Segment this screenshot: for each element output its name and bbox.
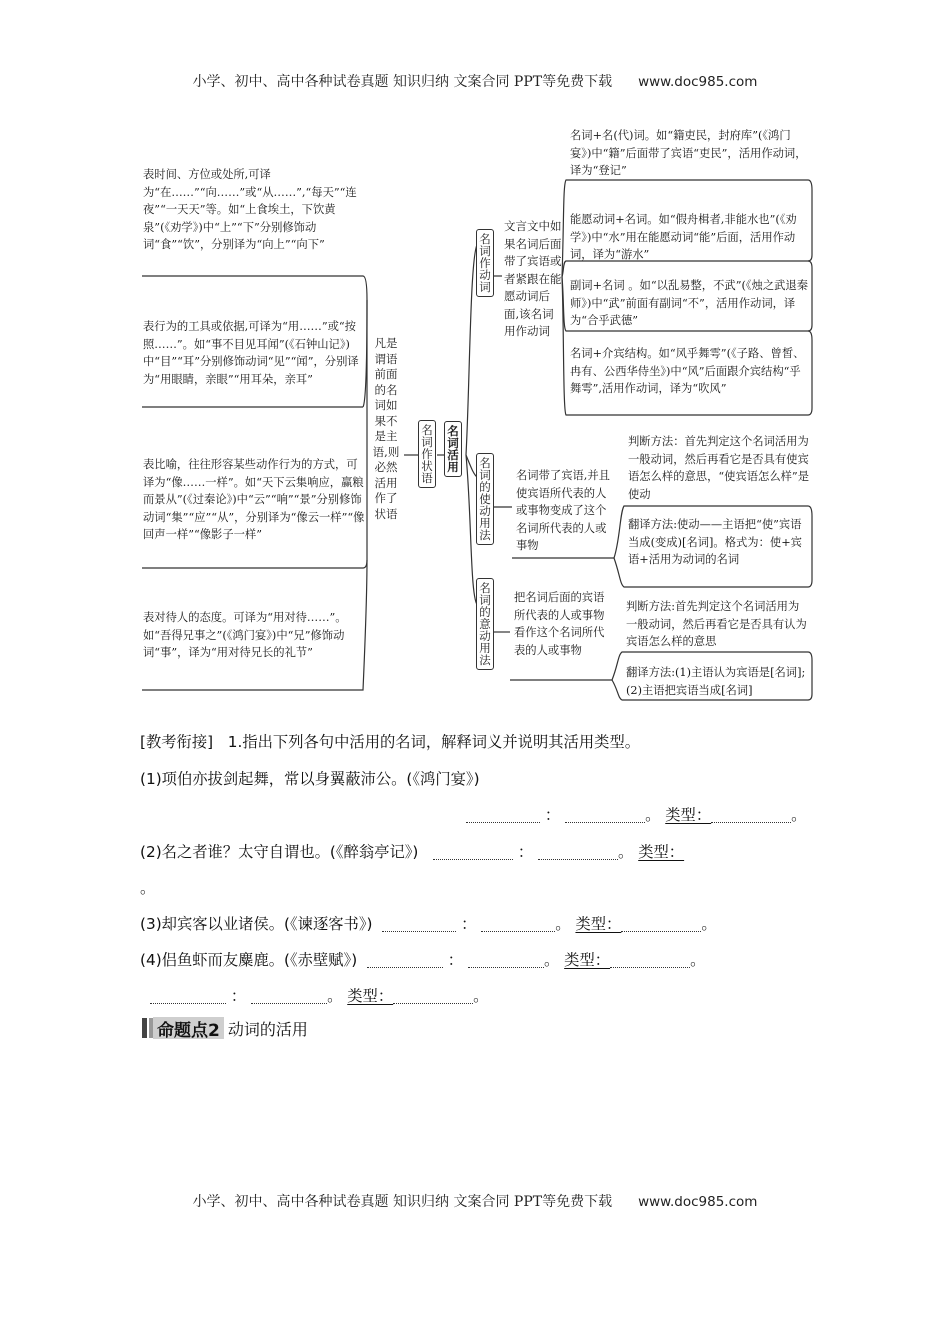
header-text: 小学、初中、高中各种试卷真题 知识归纳 文案合同 PPT等免费下载 [192,74,613,90]
question-3: (3)却宾客以业诸侯。(《谏逐客书》) [140,915,373,933]
answer-word-blank[interactable] [367,951,443,968]
period: 。 [555,915,571,933]
period: 。 [645,806,661,824]
answer-word-blank[interactable] [466,806,540,823]
type-label: 类型： [347,987,394,1005]
verb-item-noun-pronoun: 名词+名(代)词。如“籍吏民，封府库”(《鸿门宴》)中“籍”后面带了宾语“吏民”，活用作动词，译为“登记” [570,129,807,178]
answer-line-3 [140,912,717,934]
period: 。 [473,987,489,1005]
period-wrap: 。 [140,879,156,897]
causative-label: 名词的使动用法 [476,453,494,545]
section-subtitle: 动词的活用 [227,1019,308,1039]
answer-word-blank[interactable] [382,915,456,932]
period: 。 [543,951,560,969]
adverbial-condition: 凡是谓语前面的名词如果不是主语,则必然活用作了状语 [372,336,400,521]
answer-type-blank[interactable] [610,951,690,968]
colon: ： [544,806,561,824]
answer-meaning-blank[interactable] [565,806,645,823]
verb-condition: 文言文中如果名词后面带了宾语或者紧跟在能愿动词后面,该名词用作动词 [504,219,562,338]
verb-label: 名词作动词 [476,229,494,297]
footer-site: www.doc985.com [638,1194,758,1210]
exercise-tag: [教考衔接] [140,733,214,751]
colon: ： [447,951,464,969]
colon: ： [517,843,534,861]
causative-translate: 翻译方法:使动——主语把“使”宾语当成(变成)[名词]。格式为：使+宾语+活用为动词的名词 [628,518,802,567]
answer-word-blank[interactable] [150,987,226,1004]
verb-item-prep: 名词+介宾结构。如“风乎舞雩”(《子路、曾皙、冉有、公西华侍坐》)中“风”后面跟介宾结构“乎舞雩”,活用作动词，译为“吹风” [570,347,805,396]
type-label: 类型： [638,843,685,861]
adverbial-item-time: 表时间、方位或处所,可译为“在……”“向……”或“从……”,“每天”“连夜”“一天天”等。如“上食埃土，下饮黄泉”(《劝学》)中“上”“下”分别修饰动词“食”“饮”，分别译为“向上”“向下” [143,168,357,252]
period: 。 [618,843,634,861]
question-4: (4)侣鱼虾而友麋鹿。(《赤壁赋》) [140,951,358,969]
period: 。 [327,987,343,1005]
answer-word-blank[interactable] [433,843,513,860]
answer-meaning-blank[interactable] [468,951,544,968]
type-label: 类型： [564,951,611,969]
colon: ： [230,987,247,1005]
answer-line-1 [466,803,806,825]
period: 。 [701,915,717,933]
type-label: 类型： [665,806,712,824]
header-site: www.doc985.com [638,74,758,90]
exercise-instruction-line [140,730,640,752]
verb-item-modal: 能愿动词+名词。如“假舟楫者,非能水也”(《劝学》)中“水”用在能愿动词“能”后面，活用作动词，译为“游水” [570,213,797,262]
answer-meaning-blank[interactable] [538,843,618,860]
adverbial-item-tool: 表行为的工具或依据,可译为“用……”或“按照……”。如“事不目见耳闻”(《石钟山记》)中“目”“耳”分别修饰动词“见”“闻”，分别译为“用眼睛，亲眼”“用耳朵，亲耳” [143,320,359,386]
causative-condition: 名词带了宾语,并且使宾语所代表的人或事物变成了这个名词所代表的人或事物 [516,469,610,553]
exercise-instruction: 1.指出下列各句中活用的名词，解释词义并说明其活用类型。 [227,733,641,751]
heading-bar-icon [142,1018,147,1038]
answer-meaning-blank[interactable] [481,915,555,932]
answer-type-blank[interactable] [621,915,701,932]
answer-line-2 [140,840,684,862]
colon: ： [461,915,477,933]
type-label: 类型： [575,915,622,933]
adverbial-item-attitude: 表对待人的态度。可译为“用对待……”。如“吾得兄事之”(《鸿门宴》)中“兄”修饰动词“事”，译为“用对待兄长的礼节” [143,611,347,660]
period: 。 [791,806,807,824]
causative-judge: 判断方法：首先判定这个名词活用为一般动词，然后再看它是否具有使宾语怎么样的意思，“使宾语怎么样”是使动 [628,435,810,501]
putative-condition: 把名词后面的宾语所代表的人或事物看作这个名词所代表的人或事物 [514,591,605,657]
footer-text: 小学、初中、高中各种试卷真题 知识归纳 文案合同 PPT等免费下载 [192,1194,613,1210]
answer-type-blank[interactable] [393,987,473,1004]
question-2: (2)名之者谁？太守自谓也。(《醉翁亭记》) [140,843,419,861]
verb-item-adverb: 副词+名词 。如“以乱易整，不武”(《烛之武退秦师》)中“武”前面有副词“不”，活用作动词，译为“合乎武德” [570,279,809,328]
center-node: 名词活用 [444,421,462,477]
answer-meaning-blank[interactable] [251,987,327,1004]
period: 。 [690,951,706,969]
page-footer [0,1191,950,1211]
question-1: (1)项伯亦拔剑起舞，常以身翼蔽沛公。(《鸿门宴》) [140,770,480,788]
adverbial-item-metaphor: 表比喻，往往形容某些动作行为的方式，可译为“像……一样”。如“天下云集响应，赢粮而景从”(《过秦论》)中“云”“响”“景”分别修饰动词“集”“应”“从”，分别译为“像云一样”“像回声一样”“像影子一样” [143,458,365,542]
adverbial-label: 名词作状语 [418,420,436,488]
answer-line-5 [150,984,488,1006]
section-heading [142,1015,308,1041]
answer-type-blank[interactable] [711,806,791,823]
putative-translate: 翻译方法:(1)主语认为宾语是[名词];(2)主语把宾语当成[名词] [626,666,806,697]
putative-label: 名词的意动用法 [476,578,494,670]
section-title: 命题点2 [153,1017,224,1039]
answer-line-4 [140,948,705,970]
putative-judge: 判断方法:首先判定这个名词活用为一般动词，然后再看它是否具有认为宾语怎么样的意思 [626,600,807,649]
